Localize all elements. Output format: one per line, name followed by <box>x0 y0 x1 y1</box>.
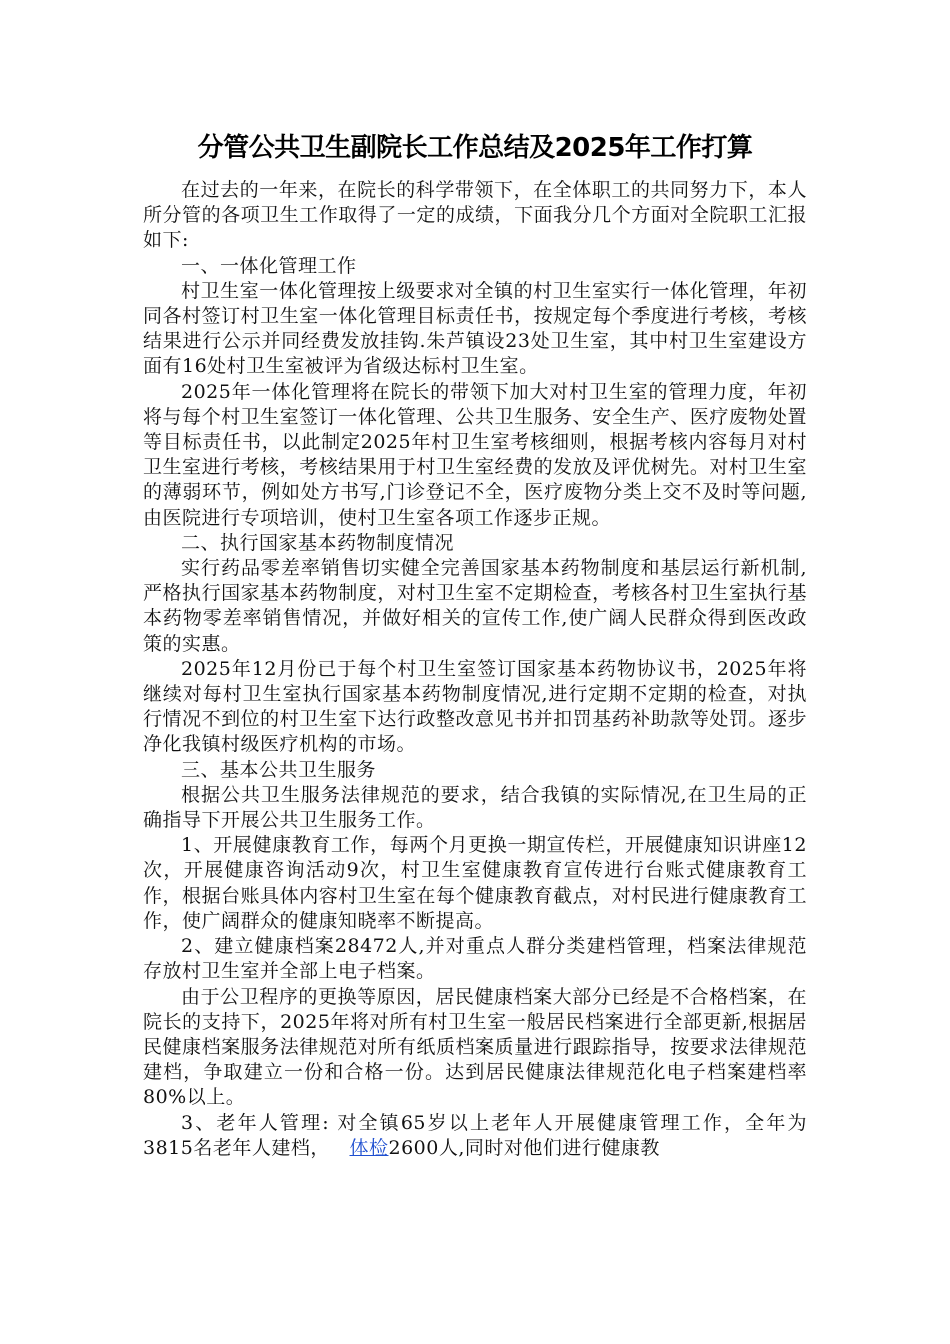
paragraph-public-health-1: 根据公共卫生服务法律规范的要求，结合我镇的实际情况,在卫生局的正确指导下开展公共卫生服务工作。 <box>143 783 807 832</box>
paragraph-health-education: 1、开展健康教育工作，每两个月更换一期宣传栏，开展健康知识讲座12次，开展健康咨询活动9次，村卫生室健康教育宣传进行台账式健康教育工作，根据台账具体内容村卫生室在每个健康教育截点，对村民进行健康教育工作，使广阔群众的健康知晓率不断提高。 <box>143 834 807 932</box>
elderly-text-start: 3、老年人管理: 对全镇65岁以上老年人开展健康管理工作，全年为3815名老年人建档， <box>143 1111 807 1159</box>
paragraph-records-update: 由于公卫程序的更换等原因，居民健康档案大部分已经是不合格档案，在院长的支持下，2025年将对所有村卫生室一般居民档案进行全部更新,根据居民健康档案服务法律规范对所有纸质档案质量进行跟踪指导，按要求法律规范建档，争取建立一份和合格一份。达到居民健康法律规范化电子档案建档率80%以上。 <box>143 985 807 1109</box>
section-heading-integration: 一、一体化管理工作 <box>181 254 357 277</box>
paragraph-health-records: 2、建立健康档案28472人,并对重点人群分类建档管理，档案法律规范存放村卫生室并全部上电子档案。 <box>143 935 807 983</box>
physical-exam-link[interactable]: 体检 <box>349 1136 389 1159</box>
paragraph-essential-drugs-2: 2025年12月份已于每个村卫生室签订国家基本药物协议书，2025年将继续对每村卫生室执行国家基本药物制度情况,进行定期不定期的检查，对执行情况不到位的村卫生室下达行政整改意见书并扣罚基药补助款等处罚。逐步净化我镇村级医疗机构的市场。 <box>143 657 807 756</box>
section-heading-essential-drugs: 二、执行国家基本药物制度情况 <box>181 531 455 554</box>
paragraph-essential-drugs-1: 实行药品零差率销售切实健全完善国家基本药物制度和基层运行新机制,严格执行国家基本药物制度，对村卫生室不定期检查，考核各村卫生室执行基本药物零差率销售情况，并做好相关的宣传工作,使广阔人民群众得到医改政策的实惠。 <box>143 557 807 655</box>
paragraph-integration-1: 村卫生室一体化管理按上级要求对全镇的村卫生室实行一体化管理，年初同各村签订村卫生室一体化管理目标责任书，按规定每个季度进行考核，考核结果进行公示并同经费发放挂钩.朱芦镇设23处卫生室，其中村卫生室建设方面有16处村卫生室被评为省级达标村卫生室。 <box>143 279 807 378</box>
elderly-text-end: 2600人,同时对他们进行健康教 <box>388 1136 660 1159</box>
document-title: 分管公共卫生副院长工作总结及2025年工作打算 <box>197 133 753 163</box>
document-page <box>143 128 807 1161</box>
paragraph-integration-2: 2025年一体化管理将在院长的带领下加大对村卫生室的管理力度，年初将与每个村卫生室签订一体化管理、公共卫生服务、安全生产、医疗废物处置等目标责任书，以此制定2025年村卫生室考核细则，根据考核内容每月对村卫生室进行考核，考核结果用于村卫生室经费的发放及评优树先。对村卫生室的薄弱环节，例如处方书写,门诊登记不全，医疗废物分类上交不及时等问题,由医院进行专项培训，使村卫生室各项工作逐步正规。 <box>143 380 807 529</box>
section-heading-public-health: 三、基本公共卫生服务 <box>181 758 377 781</box>
intro-paragraph: 在过去的一年来，在院长的科学带领下，在全体职工的共同努力下，本人所分管的各项卫生工作取得了一定的成绩，下面我分几个方面对全院职工汇报如下: <box>143 179 807 252</box>
paragraph-elderly-management <box>143 1111 807 1161</box>
